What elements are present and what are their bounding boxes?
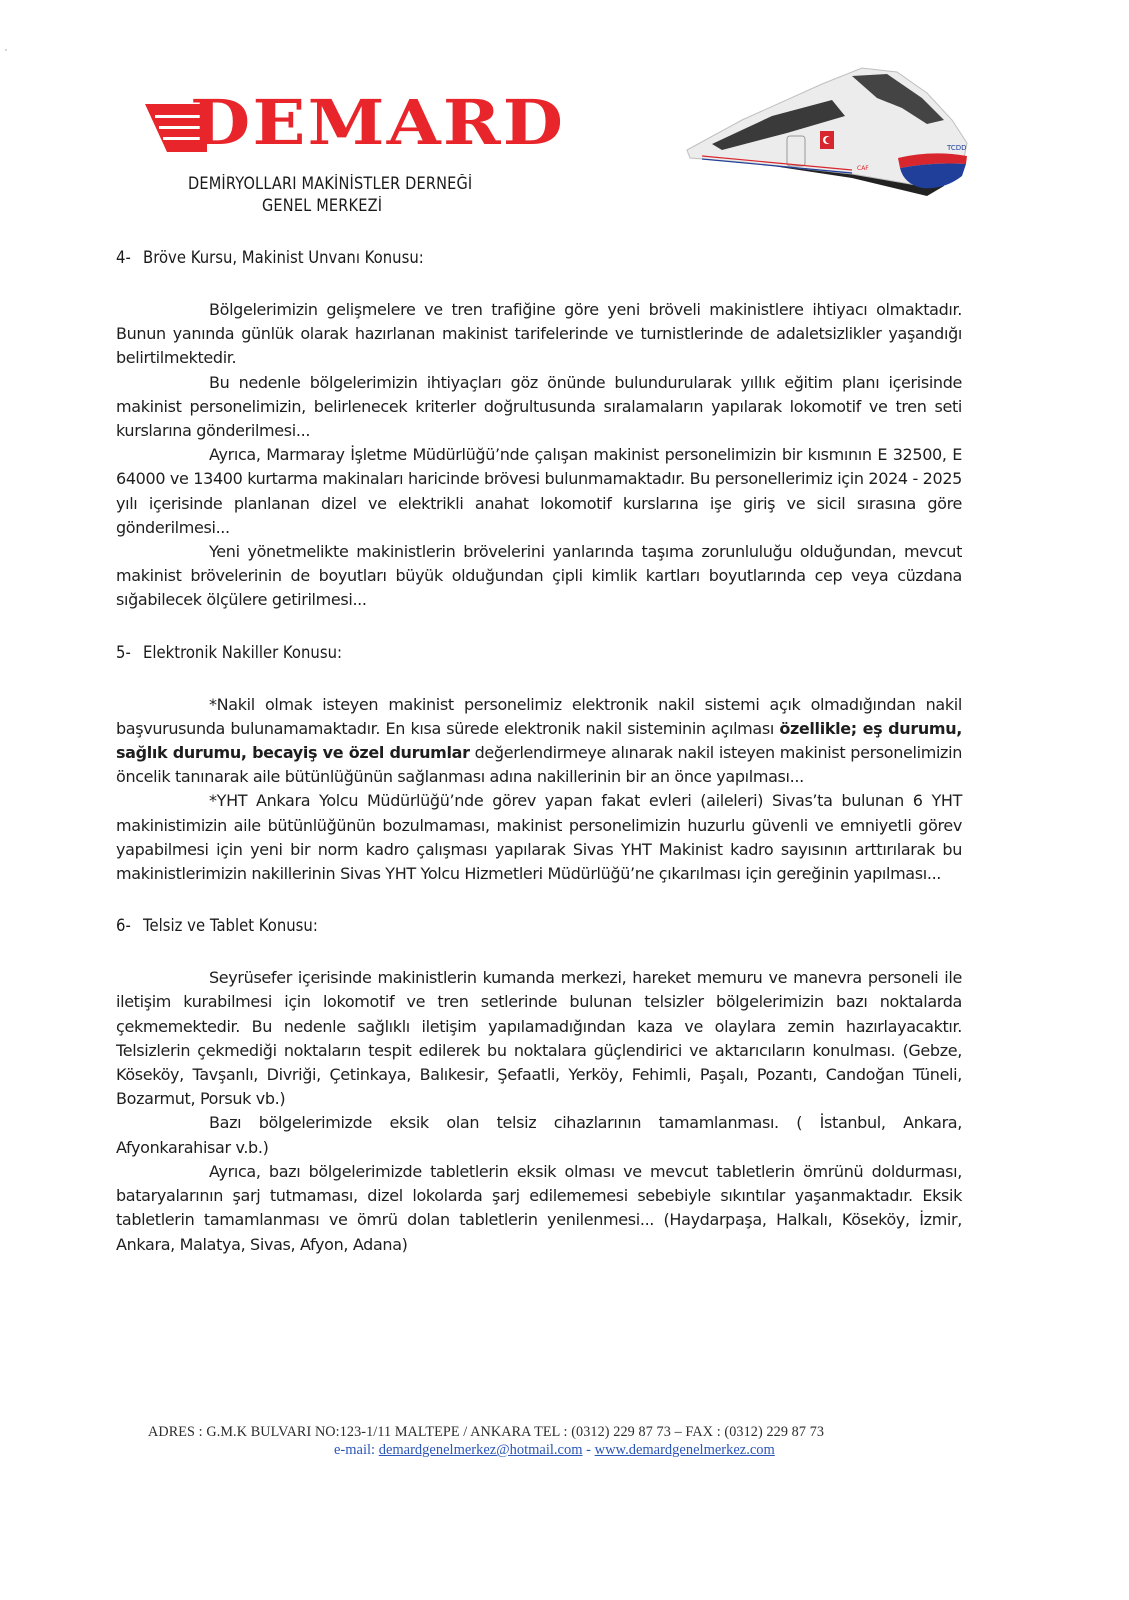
section-4	[116, 244, 962, 613]
paragraph: Ayrıca, bazı bölgelerimizde tabletlerin eksik olması ve mevcut tabletlerin ömrünü doldurması, bataryalarının şarj tutmaması, dizel lokolarda şarj edilememesi sebebiyle sıkıntılar yaşanmaktadır. Eksik tabletlerin tamamlanması ve ömrü dolan tabletlerin yenilenmesi... (Haydarpaşa, Halkalı, Köseköy, İzmir, Ankara, Malatya, Sivas, Afyon, Adana)	[116, 1161, 962, 1254]
website-link[interactable]: www.demardgenelmerkez.com	[594, 1442, 775, 1458]
section-title: Elektronik Nakiller Konusu:	[143, 642, 342, 662]
email-label: e-mail:	[334, 1442, 379, 1458]
section-number: 6-	[116, 916, 131, 936]
document-body	[116, 244, 962, 1257]
section-5	[116, 639, 962, 887]
paragraph-text: *Nakil olmak isteyen makinist personelimiz elektronik nakil sistemi açık olmadığından nakil başvurusunda bulunamamaktadır. En kısa sürede elektronik nakil sisteminin açılması	[116, 694, 962, 738]
section-heading	[116, 912, 877, 940]
section-heading	[116, 639, 877, 667]
paragraph: Ayrıca, Marmaray İşletme Müdürlüğü’nde çalışan makinist personelimizin bir kısmının E 32500, E 64000 ve 13400 kurtarma makinaları haricinde brövesi bulunmamaktadır. Bu personellerimiz için 2024 - 2025 yılı içerisinde planlanan dizel ve elektrikli anahat lokomotif kurslarına işe giriş ve sicil sırasına göre gönderilmesi...	[116, 445, 962, 537]
logo-wordmark: DEMARD	[190, 86, 566, 159]
footer-address: ADRES : G.M.K BULVARI NO:123-1/11 MALTEPE / ANKARA TEL : (0312) 229 87 73 – FAX : (0312) 229 87 73	[148, 1424, 825, 1440]
paragraph-text: değerlendirmeye alınarak nakil isteyen makinist personelimizin öncelik tanınarak aile bütünlüğünün sağlanması adına nakillerinin bir an önce yapılması...	[116, 743, 962, 787]
svg-text:CAF: CAF	[857, 165, 869, 172]
paragraph: Seyrüsefer içerisinde makinistlerin kumanda merkezi, hareket memuru ve manevra personeli ile iletişim kurabilmesi için lokomotif ve tren setlerinde bulunan telsizler bölgelerimizin bazı noktalarda çekmemektedir. Bu nedenle sağlıklı iletişim yapılamadığından kaza ve olaylara zemin hazırlayacaktır. Telsizlerin çekmediği noktaların tespit edilerek bu noktalara güçlendirici ve aktarıcıların konulması. (Gebze, Köseköy, Tavşanlı, Divriği, Çetinkaya, Balıkesir, Şefaatli, Yerköy, Fehimli, Paşalı, Pozantı, Candoğan Tüneli, Bozarmut, Porsuk vb.)	[116, 968, 962, 1109]
footer-contact	[334, 1442, 775, 1459]
paragraph: Bazı bölgelerimizde eksik olan telsiz cihazlarının tamamlanması. ( İstanbul, Ankara, Afyonkarahisar v.b.)	[116, 1113, 962, 1157]
section-6	[116, 912, 962, 1256]
logo-subtitle-line2: GENEL MERKEZİ	[262, 196, 383, 215]
logo-subtitle-line1: DEMİRYOLLARI MAKİNİSTLER DERNEĞİ	[188, 174, 473, 193]
paragraph: *YHT Ankara Yolcu Müdürlüğü’nde görev yapan fakat evleri (aileleri) Sivas’ta bulunan 6 YHT makinistimizin aile bütünlüğünün bozulmaması, makinist personelimizin huzurlu güvenli ve emniyetli görev yapabilmesi için yeni bir norm kadro çalışması yapılarak Sivas YHT Makinist kadro sayısının arttırılarak bu makinistlerimizin nakillerinin Sivas YHT Yolcu Hizmetleri Müdürlüğü’ne çıkarılması için gereğinin yapılması...	[116, 791, 962, 884]
paragraph: Yeni yönetmelikte makinistlerin brövelerini yanlarında taşıma zorunluluğu olduğundan, mevcut makinist brövelerinin de boyutları büyük olduğundan çipli kimlik kartları boyutlarında cep veya cüzdana sığabilecek ölçülere getirilmesi...	[116, 542, 962, 610]
section-title: Bröve Kursu, Makinist Unvanı Konusu:	[143, 248, 424, 267]
paragraph: Bölgelerimizin gelişmelere ve tren trafiğine göre yeni bröveli makinistlere ihtiyacı olmaktadır. Bunun yanında günlük olarak hazırlanan makinist tarifelerinde ve turnistlerinde de adaletsizlikler yaşandığı belirtilmektedir.	[116, 300, 962, 368]
demard-logo	[145, 86, 566, 222]
section-heading	[116, 244, 877, 272]
bold-emphasis: özellikle; eş durumu, sağlık durumu, becayiş ve özel durumlar	[116, 718, 962, 763]
email-link[interactable]: demardgenelmerkez@hotmail.com	[378, 1442, 583, 1458]
separator: -	[582, 1442, 595, 1458]
letterhead	[0, 0, 1129, 230]
section-number: 5-	[116, 642, 131, 662]
paragraph: Bu nedenle bölgelerimizin ihtiyaçları göz önünde bulundurularak yıllık eğitim planı içerisinde makinist personelimizin, belirlenecek kriterler doğrultusunda sıralamaların yapılarak lokomotif ve tren seti kurslarına gönderilmesi...	[116, 372, 962, 441]
train-image	[682, 58, 972, 208]
section-title: Telsiz ve Tablet Konusu:	[143, 916, 318, 936]
section-number: 4-	[116, 248, 131, 267]
svg-text:TCDD: TCDD	[947, 144, 967, 152]
paragraph	[116, 693, 962, 790]
